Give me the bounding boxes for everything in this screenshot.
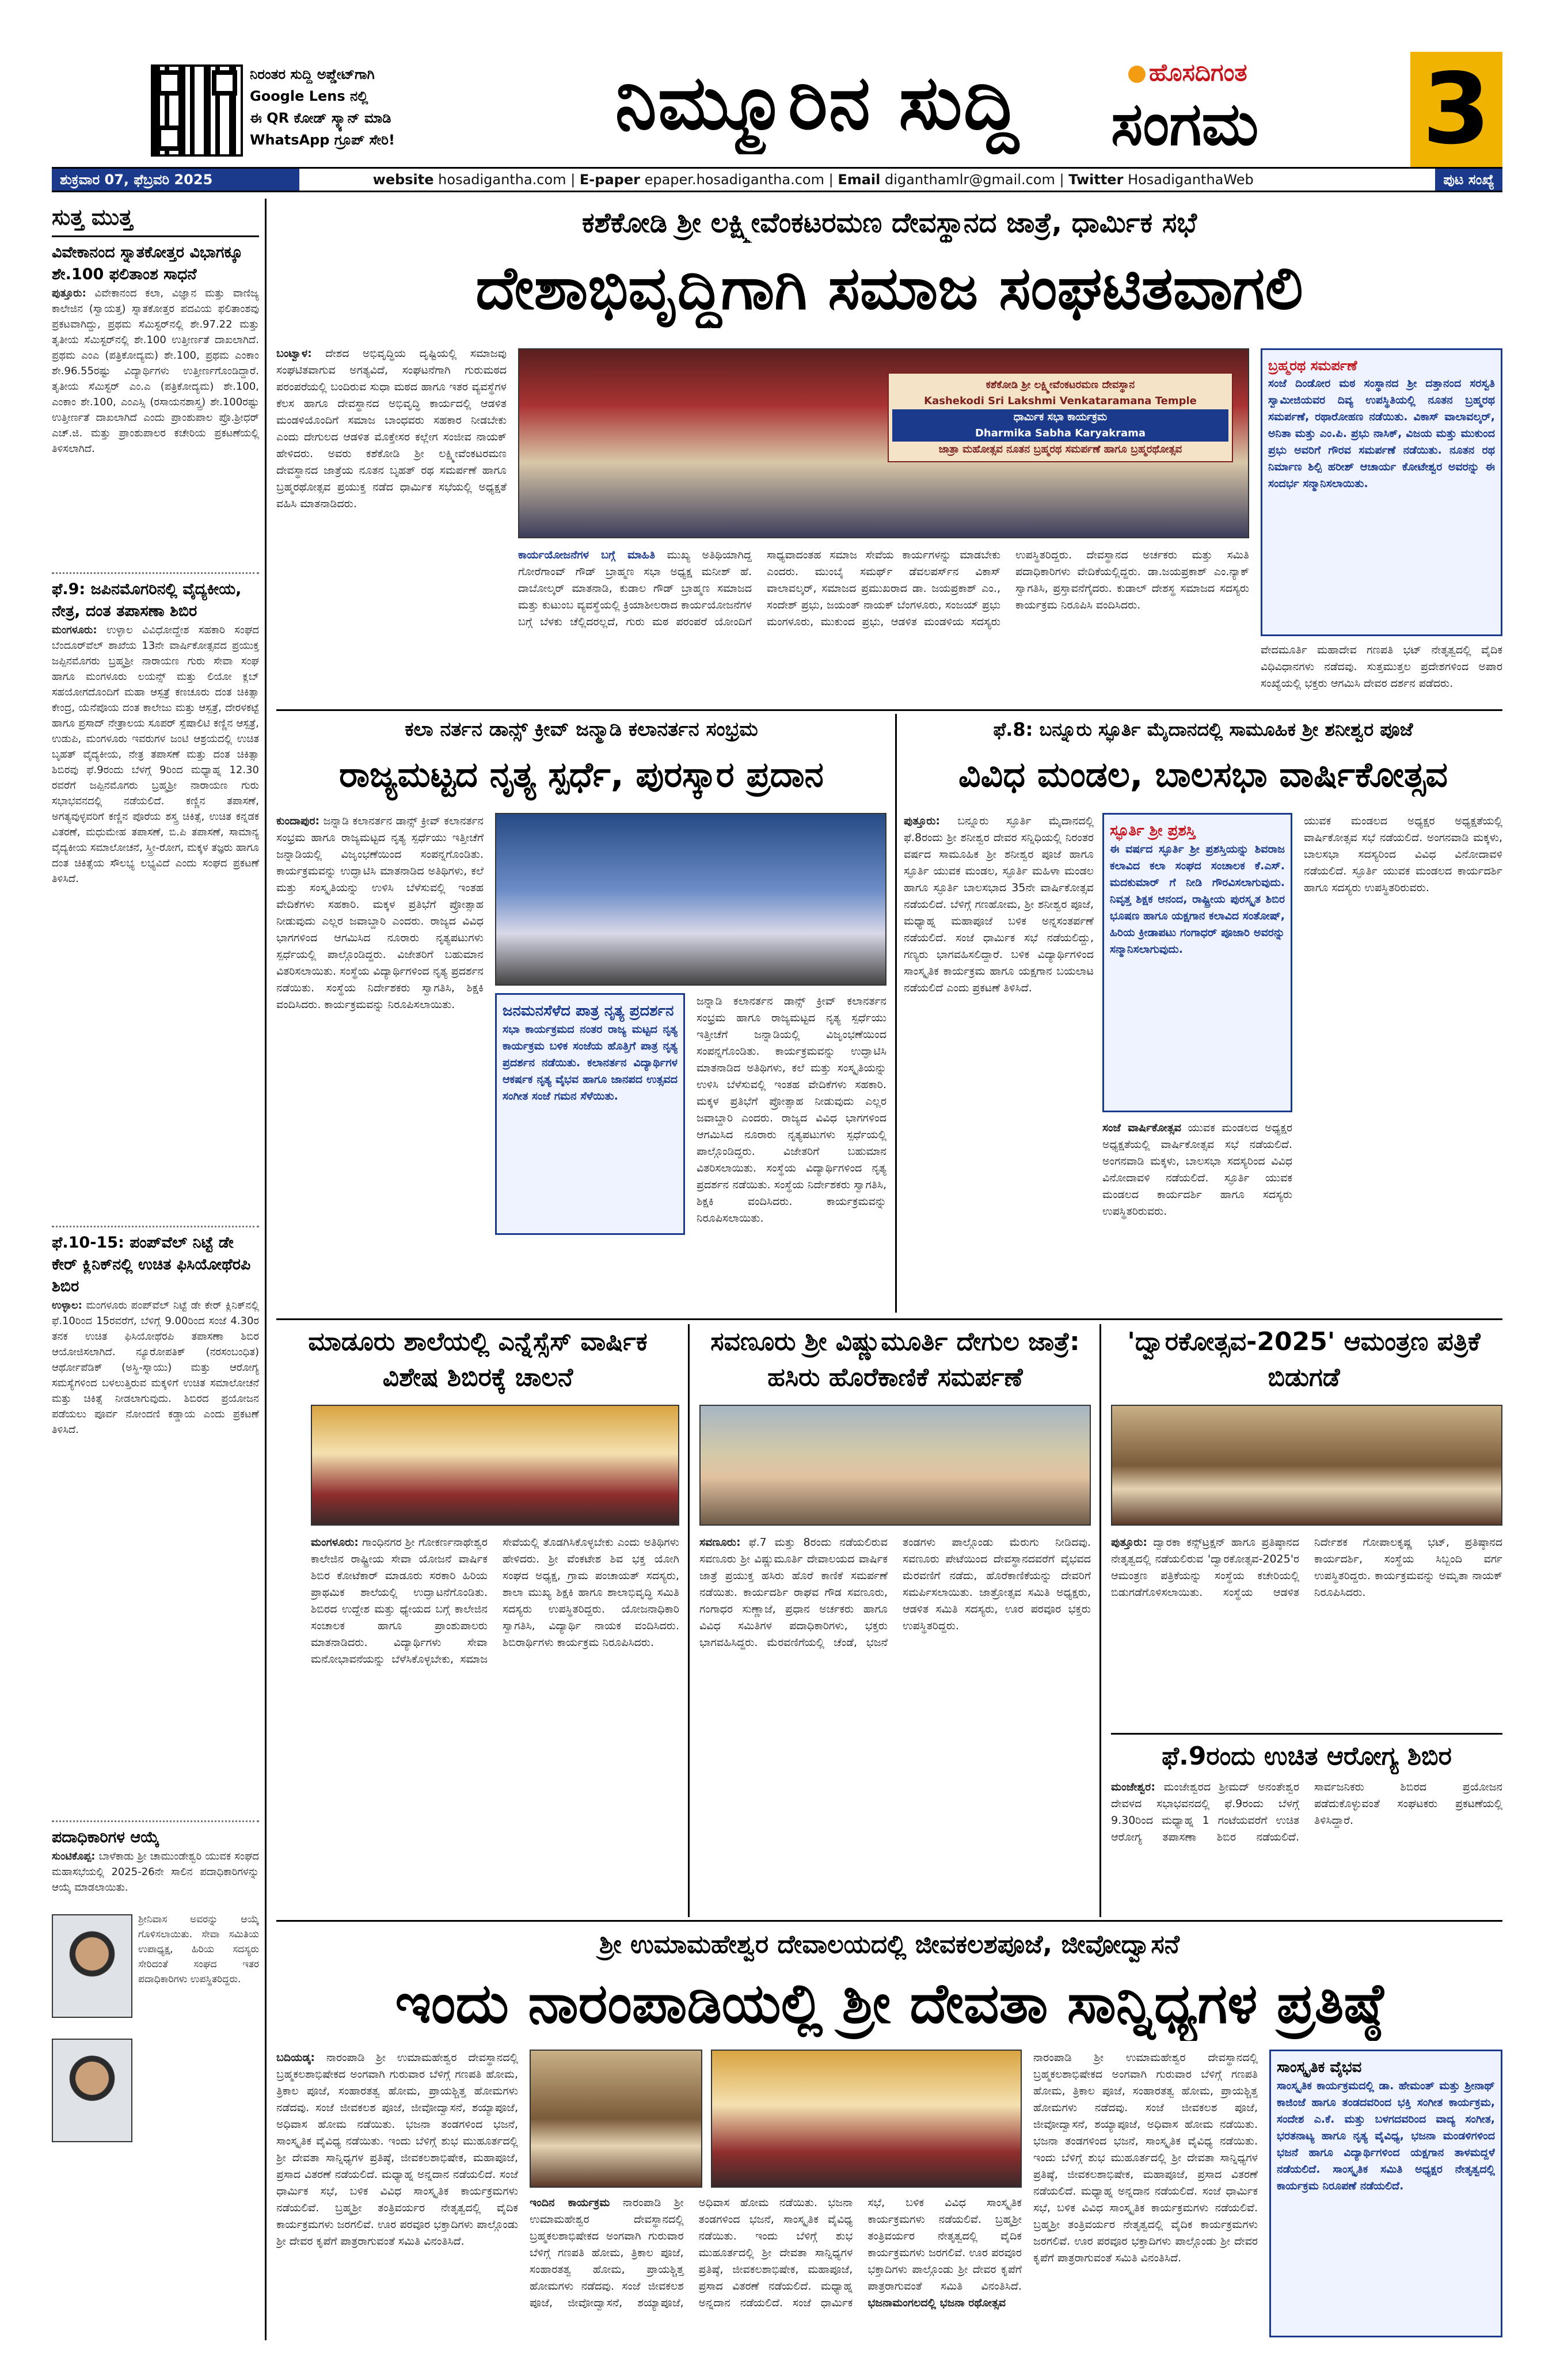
sidebar <box>52 199 259 2340</box>
sidebar-story-1-body: ವಿವೇಕಾನಂದ ಕಲಾ, ವಿಜ್ಞಾನ ಮತ್ತು ವಾಣಿಜ್ಯ ಕಾಲೇಜಿನ (ಸ್ವಾಯತ್ತ) ಸ್ನಾತಕೋತ್ತರ ಪದವಿಯ ಫಲಿತಾಂಶವು ಪ್ರಕಟವಾಗಿದ್ದು, ಪ್ರಥಮ ಸೆಮಿಸ್ಟರ್‌ನಲ್ಲಿ ಶೇ.97.22 ಮತ್ತು ತೃತೀಯ ಸೆಮಿಸ್ಟರ್‌ನಲ್ಲಿ ಶೇ.100 ಉತ್ತೀರ್ಣತೆ ದಾಖಲಾಗಿದೆ. ಪ್ರಥಮ ಎಂಎ (ಪತ್ರಿಕೋದ್ಯಮ) ಶೇ.100, ಪ್ರಥಮ ಎಂಕಾಂ ಶೇ.96.55ರಷ್ಟು ವಿದ್ಯಾರ್ಥಿಗಳು ಉತ್ತೀರ್ಣಗೊಂಡಿದ್ದಾರೆ. ತೃತೀಯ ಸೆಮಿಸ್ಟರ್ ಎಂ.ಎ (ಪತ್ರಿಕೋದ್ಯಮ) ಶೇ.100, ಎಂಕಾಂ ಶೇ.100, ಎಂಎಸ್ಸಿ (ರಸಾಯನಶಾಸ್ತ್ರ) ಶೇ.100ರಷ್ಟು ಉತ್ತೀರ್ಣತೆ ದಾಖಲಾಗಿದೆ ಎಂದು ಪ್ರಾಂಶುಪಾಲ ಪ್ರೊ.ಶ್ರೀಧರ್ ಎಚ್.ಜಿ. ಮತ್ತು ಪ್ರಾಂಶುಪಾಲರ ಕಚೇರಿಯ ಪ್ರಕಟಣೆಯಲ್ಲಿ ತಿಳಿಸಲಾಗಿದೆ. <box>52 287 259 455</box>
main-body-1: ದೇಶದ ಅಭಿವೃದ್ಧಿಯ ದೃಷ್ಟಿಯಲ್ಲಿ ಸಮಾಜವು ಸಂಘಟಿತವಾಗುವ ಅಗತ್ಯವಿದೆ, ಸಂಘಟನೆಗಾಗಿ ಗುರುಮಠದ ಪರಂಪರೆಯಲ್ಲಿ ಬಂದಿರುವ ಸುಧಾ ಮಠದ ಹಾಗೂ ಇತರ ವ್ಯವಸ್ಥೆಗಳ ಕೆಲಸ ಹಾಗೂ ದೇವಸ್ಥಾನದ ಅಭಿವೃದ್ಧಿ ಕಾರ್ಯದಲ್ಲಿ ಆಡಳಿತ ಮಂಡಳಿಯೊಂದಿಗೆ ಸಮಾಜ ಬಾಂಧವರು ಸಹಕಾರ ನೀಡಬೇಕು ಎಂದು ದೇಗುಲದ ಆಡಳಿತ ಮೊಕ್ತೇಸರ ಕಲ್ಲೇಗ ಸಂಜೀವ ನಾಯಕ್ ಹೇಳಿದರು. ಅವರು ಕಶೆಕೋಡಿ ಶ್ರೀ ಲಕ್ಷ್ಮೀವೆಂಕಟರಮಣ ದೇವಸ್ಥಾನದ ಜಾತ್ರೆಯ ನೂತನ ಬೃಹತ್ ರಥ ಸಮರ್ಪಣೆ ಹಾಗೂ ಬ್ರಹ್ಮರಥೋತ್ಸವ ಪ್ರಯುಕ್ತ ನಡೆದ ಧಾರ್ಮಿಕ ಸಭೆಯಲ್ಲಿ ಅಧ್ಯಕ್ಷತೆ ವಹಿಸಿ ಮಾತನಾಡಿದರು. <box>276 347 507 510</box>
shani-headline: ವಿವಿಧ ಮಂಡಲ, ಬಾಲಸಭಾ ವಾರ್ಷಿಕೋತ್ಸವ <box>958 755 1448 795</box>
sidebar-story-4-dateline: ಸುಂಟಿಕೊಪ್ಪ: <box>52 1850 96 1862</box>
dance-pull-title: ಜನಮನಸೆಳೆದ ಪಾತ್ರ ನೃತ್ಯ ಪ್ರದರ್ಶನ <box>503 1002 674 1020</box>
bottom-box-body: ಸಾಂಸ್ಕೃತಿಕ ಕಾರ್ಯಕ್ರಮದಲ್ಲಿ ಡಾ. ಹೇಮಂತ್ ಮತ್ತು ಶ್ರೀನಾಥ್ ಕಾಜಿಂಜೆ ಹಾಗೂ ತಂಡದವರಿಂದ ಭಕ್ತಿ ಸಂಗೀತ ಕಾರ್ಯಕ್ರಮ, ಸಂದೇಶ ಎ.ಕೆ. ಮತ್ತು ಬಳಗದವರಿಂದ ವಾದ್ಯ ಸಂಗೀತ, ಭರತನಾಟ್ಯ ಹಾಗೂ ನೃತ್ಯ ವೈವಿಧ್ಯ, ಭಜನಾ ಮಂಡಳಿಗಳಿಂದ ಭಜನೆ ಹಾಗೂ ವಿದ್ಯಾರ್ಥಿಗಳಿಂದ ಯಕ್ಷಗಾನ ತಾಳಮದ್ದಳೆ ನಡೆಯಲಿದೆ. ಸಾಂಸ್ಕೃತಿಕ ಸಮಿತಿ ಅಧ್ಯಕ್ಷರ ನೇತೃತ್ವದಲ್ಲಿ ಕಾರ್ಯಕ್ರಮ ನಿರೂಪಣೆ ನಡೆಯಲಿದೆ. <box>1277 2079 1495 2192</box>
nss-body-cols <box>311 1534 679 1914</box>
savanur-body-cols <box>699 1534 1091 1914</box>
main-sidebox-tail: ವೇದಮೂರ್ತಿ ಮಹಾದೇವ ಗಣಪತಿ ಭಟ್ ನೇತೃತ್ವದಲ್ಲಿ ವೈದಿಕ ವಿಧಿವಿಧಾನಗಳು ನಡೆದವು. ಸುತ್ತಮುತ್ತಲ ಪ್ರದೇಶಗಳಿಂದ ಅಪಾರ ಸಂಖ್ಯೆಯಲ್ಲಿ ಭಕ್ತರು ಆಗಮಿಸಿ ದೇವರ ದರ್ಶನ ಪಡೆದರು. <box>1261 644 1502 690</box>
section-rule <box>276 1920 1502 1922</box>
sidebar-story-4-body: ಬಾಳೆಕಾಡು ಶ್ರೀ ಚಾಮುಂಡೇಶ್ವರಿ ಯುವಕ ಸಂಘದ ಮಹಾಸಭೆಯಲ್ಲಿ 2025-26ನೇ ಸಾಲಿನ ಪದಾಧಿಕಾರಿಗಳನ್ನು ಆಯ್ಕೆ ಮಾಡಲಾಯಿತು. <box>52 1850 259 1894</box>
sidebar-story-3-body: ಮಂಗಳೂರು ಪಂಪ್‌ವೆಲ್ ನಿಟ್ಟೆ ಡೇ ಕೇರ್ ಕ್ಲಿನಿಕ್‌ನಲ್ಲಿ ಫೆ.10ರಿಂದ 15ರವರೆಗೆ, ಬೆಳಿಗ್ಗೆ 9.00ರಿಂದ ಸಂಜೆ 4.30ರ ತನಕ ಉಚಿತ ಫಿಸಿಯೋಥೆರಪಿ ತಪಾಸಣಾ ಶಿಬಿರ ಆಯೋಜಿಸಲಾಗಿದೆ. ನ್ಯೂರೋಪತಿಕ್ (ನರಸಂಬಂಧಿತ) ಆರ್ಥೋಪೆಡಿಕ್ (ಅಸ್ಥಿ-ಸ್ನಾಯು) ಮತ್ತು ಆರೋಗ್ಯ ಸಮಸ್ಯೆಗಳಿಂದ ಬಳಲುತ್ತಿರುವ ಮಕ್ಕಳಿಗೆ ಉಚಿತ ಸಮಾಲೋಚನೆ ಮತ್ತು ಚಿಕಿತ್ಸೆ ನೀಡಲಾಗುವುದು. ಶಿಬಿರದ ಪ್ರಯೋಜನ ಪಡೆಯಲು ಪೂರ್ವ ನೋಂದಣಿ ಕಡ್ಡಾಯ ಎಂದು ಪ್ರಕಟಣೆ ತಿಳಿಸಿದೆ. <box>52 1299 259 1436</box>
issue-date: ಶುಕ್ರವಾರ 07, ಫೆಬ್ರವರಿ 2025 <box>52 169 299 191</box>
section-rule <box>1111 1733 1502 1735</box>
sidebar-story-2-dateline: ಮಂಗಳೂರು: <box>52 624 97 636</box>
qr-line-2: Google Lens ನಲ್ಲಿ <box>250 88 368 104</box>
bottom-dateline: ಬದಿಯಡ್ಕ: <box>276 2051 315 2064</box>
health-body-cols <box>1111 1779 1502 1914</box>
bottom-subhead-2: ಭಜನಾಮಂಗಲದಲ್ಲಿ ಭಜನಾ ರಥೋತ್ಸವ <box>867 2297 1006 2309</box>
banner-line-1: ಕಶೆಕೋಡಿ ಶ್ರೀ ಲಕ್ಷ್ಮೀವೆಂಕಟರಮಣ ದೇವಸ್ಥಾನ <box>986 379 1135 391</box>
sidebar-story-4-caption: ಶ್ರೀನಿವಾಸ ಅವರನ್ನು ಆಯ್ಕೆ ಗೊಳಿಸಲಾಯಿತು. ಸೇವಾ ಸಮಿತಿಯ ಉಪಾಧ್ಯಕ್ಷ, ಹಿರಿಯ ಸದಸ್ಯರು ಸೇರಿದಂತೆ ಸಂಘದ ಇತರ ಪದಾಧಿಕಾರಿಗಳು ಉಪಸ್ಥಿತರಿದ್ದರು. <box>138 1914 259 1985</box>
sidebar-story-3-title: ಫೆ.10-15: ಪಂಪ್‌ವೆಲ್ ನಿಟ್ಟೆ ಡೇ ಕೇರ್ ಕ್ಲಿನಿಕ್‌ನಲ್ಲಿ ಉಚಿತ ಫಿಸಿಯೋಥೆರಪಿ ಶಿಬಿರ <box>52 1234 251 1295</box>
column-rule <box>265 199 267 2340</box>
bottom-box <box>1269 2050 1502 2337</box>
shani-body: ಬನ್ನೂರು ಸ್ಫೂರ್ತಿ ಮೈದಾನದಲ್ಲಿ ಫೆ.8ರಂದು ಶ್ರೀ ಶನೀಶ್ವರ ದೇವರ ಸನ್ನಿಧಿಯಲ್ಲಿ ನಿರಂತರ ವರ್ಷದ ಸಾಮೂಹಿಕ ಶ್ರೀ ಶನೀಶ್ವರ ಪೂಜೆ ಹಾಗೂ ಸ್ಫೂರ್ತಿ ಯುವಕ ಮಂಡಲ, ಸ್ಫೂರ್ತಿ ಮಹಿಳಾ ಮಂಡಲ ಹಾಗೂ ಸ್ಫೂರ್ತಿ ಬಾಲಸಭಾದ 35ನೇ ವಾರ್ಷಿಕೋತ್ಸವ ನಡೆಯಲಿದೆ. ಬೆಳಿಗ್ಗೆ ಗಣಹೋಮ, ಶ್ರೀ ಶನೀಶ್ವರ ಪೂಜೆ, ಮಧ್ಯಾಹ್ನ ಮಹಾಪೂಜೆ ಬಳಿಕ ಅನ್ನಸಂತರ್ಪಣೆ ನಡೆಯಲಿದೆ. ಸಂಜೆ ಧಾರ್ಮಿಕ ಸಭೆ ನಡೆಯಲಿದ್ದು, ಗಣ್ಯರು ಭಾಗವಹಿಸಲಿದ್ದಾರೆ. ಬಳಿಕ ವಿದ್ಯಾರ್ಥಿಗಳಿಂದ ಸಾಂಸ್ಕೃತಿಕ ಕಾರ್ಯಕ್ರಮ ಹಾಗೂ ಯಕ್ಷಗಾನ ಬಯಲಾಟ ನಡೆಯಲಿದೆ ಎಂದು ಪ್ರಕಟಣೆ ತಿಳಿಸಿದೆ. <box>904 815 1094 994</box>
dance-body: ಜನ್ನಾಡಿ ಕಲಾನರ್ತನ ಡಾನ್ಸ್ ಕ್ರೀವ್ ಕಲಾನರ್ತನ ಸಂಭ್ರಮ ಹಾಗೂ ರಾಜ್ಯಮಟ್ಟದ ನೃತ್ಯ ಸ್ಪರ್ಧೆಯು ಇತ್ತೀಚೆಗೆ ಜನ್ನಾಡಿಯಲ್ಲಿ ವಿಜೃಂಭಣೆಯಿಂದ ಸಂಪನ್ನಗೊಂಡಿತು. ಕಾರ್ಯಕ್ರಮವನ್ನು ಉದ್ಘಾಟಿಸಿ ಮಾತನಾಡಿದ ಅತಿಥಿಗಳು, ಕಲೆ ಮತ್ತು ಸಂಸ್ಕೃತಿಯನ್ನು ಉಳಿಸಿ ಬೆಳೆಸುವಲ್ಲಿ ಇಂತಹ ವೇದಿಕೆಗಳು ಸಹಕಾರಿ. ಮಕ್ಕಳ ಪ್ರತಿಭೆಗೆ ಪ್ರೋತ್ಸಾಹ ನೀಡುವುದು ಎಲ್ಲರ ಜವಾಬ್ದಾರಿ ಎಂದರು. ರಾಜ್ಯದ ವಿವಿಧ ಭಾಗಗಳಿಂದ ಆಗಮಿಸಿದ ನೂರಾರು ನೃತ್ಯಪಟುಗಳು ಸ್ಪರ್ಧೆಯಲ್ಲಿ ಪಾಲ್ಗೊಂಡಿದ್ದರು. ವಿಜೇತರಿಗೆ ಬಹುಮಾನ ವಿತರಿಸಲಾಯಿತು. ಸಂಸ್ಥೆಯ ವಿದ್ಯಾರ್ಥಿಗಳಿಂದ ನೃತ್ಯ ಪ್ರದರ್ಶನ ನಡೆಯಿತು. ಸಂಸ್ಥೆಯ ನಿರ್ದೇಶಕರು ಸ್ವಾಗತಿಸಿ, ಶಿಕ್ಷಕಿ ವಂದಿಸಿದರು. ಕಾರ್ಯಕ್ರಮವನ್ನು ನಿರೂಪಿಸಲಾಯಿತು. <box>276 815 484 1011</box>
qr-line-3: ಈ QR ಕೋಡ್ ಸ್ಕ್ಯಾನ್ ಮಾಡಿ <box>250 110 391 126</box>
banner-line-2: Kashekodi Sri Lakshmi Venkataramana Temple <box>924 395 1197 407</box>
nss-body: ಗಾಂಧಿನಗರ ಶ್ರೀ ಗೋಕರ್ಣನಾಥೇಶ್ವರ ಕಾಲೇಜಿನ ರಾಷ್ಟ್ರೀಯ ಸೇವಾ ಯೋಜನೆ ವಾರ್ಷಿಕ ಶಿಬಿರ ಕೋಟೆಕಾರ್ ಮಾಡೂರು ಸರಕಾರಿ ಹಿರಿಯ ಪ್ರಾಥಮಿಕ ಶಾಲೆಯಲ್ಲಿ ಉದ್ಘಾಟನೆಗೊಂಡಿತು. ಶಿಬಿರದ ಉದ್ದೇಶ ಮತ್ತು ಧ್ಯೇಯದ ಬಗ್ಗೆ ಕಾಲೇಜಿನ ಸಂಚಾಲಕ ಹಾಗೂ ಪ್ರಾಂಶುಪಾಲರು ಮಾತನಾಡಿದರು. ವಿದ್ಯಾರ್ಥಿಗಳು ಸೇವಾ ಮನೋಭಾವನೆಯನ್ನು ಬೆಳೆಸಿಕೊಳ್ಳಬೇಕು, ಸಮಾಜ ಸೇವೆಯಲ್ಲಿ ತೊಡಗಿಸಿಕೊಳ್ಳಬೇಕು ಎಂದು ಅತಿಥಿಗಳು ಹೇಳಿದರು. ಶ್ರೀ ವೆಂಕಟೇಶ ಶಿವ ಭಕ್ತ ಯೋಗಿ ಸಂಘದ ಅಧ್ಯಕ್ಷ, ಗ್ರಾಮ ಪಂಚಾಯತ್ ಸದಸ್ಯರು, ಶಾಲಾ ಮುಖ್ಯ ಶಿಕ್ಷಕಿ ಹಾಗೂ ಶಾಲಾಭಿವೃದ್ಧಿ ಸಮಿತಿ ಸದಸ್ಯರು ಉಪಸ್ಥಿತರಿದ್ದರು. ಯೋಜನಾಧಿಕಾರಿ ಸ್ವಾಗತಿಸಿ, ವಿದ್ಯಾರ್ಥಿ ನಾಯಕ ವಂದಿಸಿದರು. ಶಿಬಿರಾರ್ಥಿಗಳು ಕಾರ್ಯಕ್ರಮ ನಿರೂಪಿಸಿದರು. <box>311 1536 679 1666</box>
brand-sun-icon <box>1128 66 1146 83</box>
shani-box-body: ಈ ವರ್ಷದ ಸ್ಫೂರ್ತಿ ಶ್ರೀ ಪ್ರಶಸ್ತಿಯನ್ನು ಶಿವರಾಜ ಕಲಾವಿದ ಕಲಾ ಸಂಘದ ಸಂಚಾಲಕ ಕೆ.ಎಸ್. ಮದಕುಮಾರ್ ಗೆ ನೀಡಿ ಗೌರವಿಸಲಾಗುವುದು. ನಿವೃತ್ತ ಶಿಕ್ಷಕ ಆನಂದ, ರಾಷ್ಟ್ರೀಯ ಪುರಸ್ಕೃತ ಶಿಬಿರ ಭೂಷಣ ಹಾಗೂ ಯಕ್ಷಗಾನ ಕಲಾವಿದ ಸಂತೋಷ್, ಹಿರಿಯ ಕ್ರೀಡಾಪಟು ಗಂಗಾಧರ್ ಪೂಜಾರಿ ಅವರನ್ನು ಸನ್ಮಾನಿಸಲಾಗುವುದು. <box>1110 843 1285 956</box>
qr-line-4: WhatsApp ಗ್ರೂಪ್ ಸೇರಿ! <box>250 132 395 148</box>
dwaraka-photo <box>1111 1405 1502 1526</box>
shani-box <box>1102 813 1292 1112</box>
bottom-body: ನಾರಂಪಾಡಿ ಶ್ರೀ ಉಮಾಮಹೇಶ್ವರ ದೇವಸ್ಥಾನದಲ್ಲಿ ಬ್ರಹ್ಮಕಲಶಾಭಿಷೇಕದ ಅಂಗವಾಗಿ ಗುರುವಾರ ಬೆಳಿಗ್ಗೆ ಗಣಪತಿ ಹೋಮ, ತ್ರಿಕಾಲ ಪೂಜೆ, ಸಂಹಾರತತ್ವ ಹೋಮ, ಪ್ರಾಯಶ್ಚಿತ್ತ ಹೋಮಗಳು ನಡೆದವು. ಸಂಜೆ ಜೀವಕಲಶ ಪೂಜೆ, ಜೀವೋದ್ವಾಸನೆ, ಶಯ್ಯಾಪೂಜೆ, ಅಧಿವಾಸ ಹೋಮ ನಡೆಯಿತು. ಭಜನಾ ತಂಡಗಳಿಂದ ಭಜನೆ, ಸಾಂಸ್ಕೃತಿಕ ವೈವಿಧ್ಯ ನಡೆಯಿತು. ಇಂದು ಬೆಳಿಗ್ಗೆ ಶುಭ ಮುಹೂರ್ತದಲ್ಲಿ ಶ್ರೀ ದೇವತಾ ಸಾನ್ನಿಧ್ಯಗಳ ಪ್ರತಿಷ್ಠೆ, ಜೀವಕಲಶಾಭಿಷೇಕ, ಮಹಾಪೂಜೆ, ಪ್ರಸಾದ ವಿತರಣೆ ನಡೆಯಲಿದೆ. ಮಧ್ಯಾಹ್ನ ಅನ್ನದಾನ ನಡೆಯಲಿದೆ. ಸಂಜೆ ಧಾರ್ಮಿಕ ಸಭೆ, ಬಳಿಕ ವಿವಿಧ ಸಾಂಸ್ಕೃತಿಕ ಕಾರ್ಯಕ್ರಮಗಳು ನಡೆಯಲಿವೆ. ಬ್ರಹ್ಮಶ್ರೀ ತಂತ್ರಿವರ್ಯರ ನೇತೃತ್ವದಲ್ಲಿ ವೈದಿಕ ಕಾರ್ಯಕ್ರಮಗಳು ಜರಗಲಿವೆ. ಊರ ಪರವೂರ ಭಕ್ತಾದಿಗಳು ಪಾಲ್ಗೊಂಡು ಶ್ರೀ ದೇವರ ಕೃಪೆಗೆ ಪಾತ್ರರಾಗುವಂತೆ ಸಮಿತಿ ವಿನಂತಿಸಿದೆ. <box>276 2051 518 2248</box>
banner-line-3: ಧಾರ್ಮಿಕ ಸಭಾ ಕಾರ್ಯಕ್ರಮ <box>892 409 1228 425</box>
dance-headline: ರಾಜ್ಯಮಟ್ಟದ ನೃತ್ಯ ಸ್ಪರ್ಧೆ, ಪುರಸ್ಕಾರ ಪ್ರದಾನ <box>339 755 824 795</box>
divider <box>52 572 259 574</box>
column-rule <box>1099 1324 1101 1917</box>
qr-instructions <box>250 63 469 151</box>
page-label: ಪುಟ ಸಂಖ್ಯೆ <box>1435 169 1502 191</box>
main-sidebox-body: ಸಂಜೆ ದಿಂಡೋರ ಮಠ ಸಂಸ್ಥಾನದ ಶ್ರೀ ದತ್ತಾನಂದ ಸರಸ್ವತಿ ಸ್ವಾಮೀಜಿಯವರ ದಿವ್ಯ ಉಪಸ್ಥಿತಿಯಲ್ಲಿ ನೂತನ ಬ್ರಹ್ಮರಥ ಸಮರ್ಪಣೆ, ರಥಾರೋಹಣ ನಡೆಯಿತು. ವಿಕಾಸ್ ವಾಲಾವಲ್ಕರ್, ಅನಿತಾ ಮತ್ತು ಎಂ.ಪಿ. ಪ್ರಭು ನಾಸಿಕ್, ವಿಜಯ ಮತ್ತು ಮುಕುಂದ ಪ್ರಭು ಅವರಿಗೆ ಗೌರವ ಸಮರ್ಪಣೆ ನಡೆಯಿತು. ನೂತನ ರಥ ನಿರ್ಮಾಣ ಶಿಲ್ಪಿ ಹರೀಶ್ ಆಚಾರ್ಯ ಕೋಟೇಶ್ವರ ಅವರನ್ನು ಈ ಸಂದರ್ಭ ಸನ್ಮಾನಿಸಲಾಯಿತು. <box>1268 377 1495 490</box>
shani-box-title: ಸ್ಫೂರ್ತಿ ಶ್ರೀ ಪ್ರಶಸ್ತಿ <box>1110 822 1196 839</box>
section-rule <box>276 1318 1502 1320</box>
section-title: ಸಂಗಮ <box>1111 89 1259 159</box>
dance-col-1 <box>276 813 484 1314</box>
main-photo <box>518 348 1249 538</box>
page-number: 3 <box>1410 52 1502 167</box>
bottom-col-1 <box>276 2050 518 2337</box>
twitter-label: Twitter <box>1068 172 1124 188</box>
masthead-title: ನಿಮ್ಮೂರಿನ ಸುದ್ದಿ <box>615 59 1020 146</box>
portrait-photo-1 <box>52 1914 132 2018</box>
health-body: ಮಂಜೇಶ್ವರದ ಶ್ರೀಮದ್ ಅನಂತೇಶ್ವರ ದೇವಳದ ಸಭಾಭವನದಲ್ಲಿ ಫೆ.9ರಂದು ಬೆಳಗ್ಗೆ 9.30ರಿಂದ ಮಧ್ಯಾಹ್ನ 1 ಗಂಟೆಯವರೆಗೆ ಉಚಿತ ಆರೋಗ್ಯ ತಪಾಸಣಾ ಶಿಬಿರ ನಡೆಯಲಿದೆ. ಸಾರ್ವಜನಿಕರು ಶಿಬಿರದ ಪ್ರಯೋಜನ ಪಡೆದುಕೊಳ್ಳುವಂತೆ ಸಂಘಟಕರು ಪ್ರಕಟಣೆಯಲ್ಲಿ ತಿಳಿಸಿದ್ದಾರೆ. <box>1111 1781 1502 1843</box>
website-link[interactable]: hosadigantha.com <box>438 172 566 188</box>
nss-headline: ಮಾಡೂರು ಶಾಲೆಯಲ್ಲಿ ಎನ್ನೆಸ್ಸೆಸ್ ವಾರ್ಷಿಕ ವಿಶೇಷ ಶಿಬಿರಕ್ಕೆ ಚಾಲನೆ <box>308 1327 648 1392</box>
health-headline: ಫೆ.9ರಂದು ಉಚಿತ ಆರೋಗ್ಯ ಶಿಬಿರ <box>1162 1742 1452 1771</box>
bottom-cols <box>530 2195 1022 2339</box>
dance-pullbox <box>495 993 685 1235</box>
sidebar-story-1-dateline: ಪುತ್ತೂರು: <box>52 287 86 299</box>
website-label: website <box>372 172 434 188</box>
savanur-body: ಫೆ.7 ಮತ್ತು 8ರಂದು ನಡೆಯಲಿರುವ ಸವಣೂರು ಶ್ರೀ ವಿಷ್ಣುಮೂರ್ತಿ ದೇವಾಲಯದ ವಾರ್ಷಿಕ ಜಾತ್ರೆ ಪ್ರಯುಕ್ತ ಹಸಿರು ಹೊರೆ ಕಾಣಿಕೆ ಸಮರ್ಪಣೆ ನಡೆಯಿತು. ಕಾರ್ಯದರ್ಶಿ ರಾಘವ ಗೌಡ ಸವಣೂರು, ಗಂಗಾಧರ ಸುಣ್ಣಾಜೆ, ಪ್ರಧಾನ ಅರ್ಚಕರು ಹಾಗೂ ವಿವಿಧ ಸಮಿತಿಗಳ ಪದಾಧಿಕಾರಿಗಳು, ಭಕ್ತರು ಭಾಗವಹಿಸಿದ್ದರು. ಮೆರವಣಿಗೆಯಲ್ಲಿ ಚೆಂಡೆ, ಭಜನೆ ತಂಡಗಳು ಪಾಲ್ಗೊಂಡು ಮೆರುಗು ನೀಡಿದವು. ಸವಣೂರು ಪೇಟೆಯಿಂದ ದೇವಸ್ಥಾನದವರೆಗೆ ವೈಭವದ ಮೆರವಣಿಗೆ ನಡೆದು, ಹೊರೆಕಾಣಿಕೆಯನ್ನು ದೇವರಿಗೆ ಸಮರ್ಪಿಸಲಾಯಿತು. ಜಾತ್ರೋತ್ಸವ ಸಮಿತಿ ಅಧ್ಯಕ್ಷರು, ಆಡಳಿತ ಸಮಿತಿ ಸದಸ್ಯರು, ಊರ ಪರವೂರ ಭಕ್ತರು ಉಪಸ್ಥಿತರಿದ್ದರು. <box>699 1536 1091 1649</box>
shani-dateline: ಪುತ್ತೂರು: <box>904 815 940 827</box>
shani-kicker: ಫೆ.8: ಬನ್ನೂರು ಸ್ಫೂರ್ತಿ ಮೈದಾನದಲ್ಲಿ ಸಾಮೂಹಿಕ ಶ್ರೀ ಶನೀಶ್ವರ ಪೂಜೆ <box>993 718 1413 740</box>
brand-logo <box>1128 55 1324 90</box>
section-rule <box>276 709 1502 711</box>
epaper-label: E-paper <box>579 172 640 188</box>
nss-photo <box>311 1405 679 1526</box>
twitter-link[interactable]: HosadiganthaWeb <box>1128 172 1254 188</box>
dwaraka-body-cols <box>1111 1534 1502 1730</box>
banner-line-5: ಜಾತ್ರಾ ಮಹೋತ್ಸವ ನೂತನ ಬ್ರಹ್ಮರಥ ಸಮರ್ಪಣೆ ಹಾಗೂ ಬ್ರಹ್ಮರಥೋತ್ಸವ <box>938 443 1182 455</box>
dance-pull-body: ಸಭಾ ಕಾರ್ಯಕ್ರಮದ ನಂತರ ರಾಜ್ಯ ಮಟ್ಟದ ನೃತ್ಯ ಕಾರ್ಯಕ್ರಮ ಬಳಿಕ ಸಂಜೆಯ ಹೊತ್ತಿಗೆ ಪಾತ್ರ ನೃತ್ಯ ಪ್ರದರ್ಶನ ನಡೆಯಿತು. ಕಲಾನರ್ತನ ವಿದ್ಯಾರ್ಥಿಗಳ ಆಕರ್ಷಕ ನೃತ್ಯ ವೈಭವ ಹಾಗೂ ಜಾನಪದ ಉತ್ಸವದ ಸಂಗೀತ ಸಂಜೆ ಗಮನ ಸೆಳೆಯಿತು. <box>503 1023 678 1102</box>
divider <box>52 1820 259 1822</box>
main-story-col-1 <box>276 345 507 702</box>
health-dateline: ಮಂಜೇಶ್ವರ: <box>1111 1781 1155 1793</box>
main-subhead: ಕಾರ್ಯಯೋಜನೆಗಳ ಬಗ್ಗೆ ಮಾಹಿತಿ <box>518 549 656 561</box>
bottom-headline: ಇಂದು ನಾರಂಪಾಡಿಯಲ್ಲಿ ಶ್ರೀ ದೇವತಾ ಸಾನ್ನಿಧ್ಯಗಳ ಪ್ರತಿಷ್ಠೆ <box>395 1971 1384 2036</box>
savanur-headline: ಸವಣೂರು ಶ್ರೀ ವಿಷ್ಣುಮೂರ್ತಿ ದೇಗುಲ ಜಾತ್ರೆ: ಹಸಿರು ಹೊರೆಕಾಣಿಕೆ ಸಮರ್ಪಣೆ <box>710 1327 1080 1392</box>
main-kicker: ಕಶೆಕೋಡಿ ಶ್ರೀ ಲಕ್ಷ್ಮೀವೆಂಕಟರಮಣ ದೇವಸ್ಥಾನದ ಜಾತ್ರೆ, ಧಾರ್ಮಿಕ ಸಭೆ <box>581 207 1197 239</box>
main-sidebox <box>1261 348 1502 636</box>
shani-col-2b <box>1102 1120 1292 1313</box>
divider <box>52 1226 259 1227</box>
shani-subhead: ಸಂಜೆ ವಾರ್ಷಿಕೋತ್ಸವ <box>1102 1121 1181 1134</box>
main-body-2: ಮುಖ್ಯ ಅತಿಥಿಯಾಗಿದ್ದ ಗೋರೆಗಾಂವ್ ಗೌಡ್ ಬ್ರಾಹ್ಮಣ ಸಭಾ ಅಧ್ಯಕ್ಷ ಮನೀಶ್ ಹೆ. ದಾಬೋಲ್ಕರ್ ಮಾತನಾಡಿ, ಕುಡಾಲ ಗೌಡ್ ಬ್ರಾಹ್ಮಣ ಸಮಾಜದ ಮತ್ತು ಕುಟುಂಬ ವ್ಯವಸ್ಥೆಯಲ್ಲಿ ಕ್ರಿಯಾಶೀಲರಾದ ಕಾರ್ಯಯೋಜನೆಗಳ ಬಗ್ಗೆ ಬೆಳಕು ಚೆಲ್ಲಿದರಲ್ಲದೆ, ಗುರು ಮಠ ಪರಂಪರೆ ಯೋಂದಿಗೆ ಸಾಧ್ಯವಾದಂತಹ ಸಮಾಜ ಸೇವೆಯ ಕಾರ್ಯಗಳನ್ನು ಮಾಡಬೇಕು ಎಂದರು. ಮುಂಬೈ ಸಮರ್ಥ್ ಡೆವಲಪರ್ಸ್‌ನ ವಿಕಾಸ್ ವಾಲಾವಲ್ಕರ್, ಸಮಾಜದ ಪ್ರಮುಖರಾದ ಡಾ. ಜಯಪ್ರಕಾಶ್ ಎಂ., ಸಂದೇಶ್ ಪ್ರಭು, ಜಯಂತ್ ನಾಯಕ್ ಬೆಂಗಳೂರು, ಸಂಜಯ್ ಪ್ರಭು ಮಂಗಳೂರು, ಮುಕುಂದ ಪ್ರಭು, ಆಡಳಿತ ಮಂಡಳಿಯ ಸದಸ್ಯರು ಉಪಸ್ಥಿತರಿದ್ದರು. ದೇವಸ್ಥಾನದ ಅರ್ಚಕರು ಮತ್ತು ಸಮಿತಿ ಪದಾಧಿಕಾರಿಗಳು ವೇದಿಕೆಯಲ್ಲಿದ್ದರು. ಡಾ.ಜಯಪ್ರಕಾಶ್ ಎಂ.ನ್ಯಾಕ್ ಸ್ವಾಗತಿಸಿ, ಪ್ರಸ್ತಾವನೆಗೈದರು. ಕುಡಾಲ್ ದೇಶಸ್ಥ ಸಮಾಜದ ಸದಸ್ಯರು ಕಾರ್ಯಕ್ರಮ ನಿರೂಪಿಸಿ ವಂದಿಸಿದರು. <box>518 549 1249 628</box>
sidebar-story-2-body: ಉಳ್ಳಾಲ ವಿವಿಧೋದ್ದೇಶ ಸಹಕಾರಿ ಸಂಘದ ಬೆಂದೂರ್‌ವೆಲ್ ಶಾಖೆಯ 13ನೇ ವಾರ್ಷಿಕೋತ್ಸವದ ಪ್ರಯುಕ್ತ ಜಪ್ಪಿನಮೊಗರು ಬ್ರಹ್ಮಶ್ರೀ ನಾರಾಯಣ ಗುರು ಸೇವಾ ಸಂಘ ಹಾಗೂ ಮಂಗಳೂರು ಲಯನ್ಸ್ ಮತ್ತು ಲಿಯೋ ಕ್ಲಬ್ ಸಹಯೋಗದೊಂದಿಗೆ ಮಹಾ ಆಸ್ಪತ್ರೆ ಕಣಚೂರು ದಂತ ಚಿಕಿತ್ಸಾ ಕೇಂದ್ರ, ಯೆನೆಪೊಯ ದಂತ ಕಾಲೇಜು ಮತ್ತು ಆಸ್ಪತ್ರೆ, ದೇರಳಕಟ್ಟೆ ಹಾಗೂ ಪ್ರಸಾದ್ ನೇತ್ರಾಲಯ ಸೂಪರ್ ಸ್ಪೆಷಾಲಿಟಿ ಕಣ್ಣಿನ ಆಸ್ಪತ್ರೆ, ಉಡುಪಿ, ಮಂಗಳೂರು ಇವರುಗಳ ಜಂಟಿ ಆಶ್ರಯದಲ್ಲಿ ಉಚಿತ ಬೃಹತ್ ವೈದ್ಯಕೀಯ, ನೇತ್ರ ತಪಾಸಣೆ ಮತ್ತು ದಂತ ಚಿಕಿತ್ಸಾ ಶಿಬಿರವು ಫೆ.9ರಂದು ಬೆಳಗ್ಗೆ 9ರಿಂದ ಮಧ್ಯಾಹ್ನ 12.30 ರವರೆಗೆ ಜಪ್ಪಿನಮೊಗರು ಬ್ರಹ್ಮಶ್ರೀ ನಾರಾಯಣ ಗುರು ಸಭಾಭವನದಲ್ಲಿ ನಡೆಯಲಿದೆ. ಕಣ್ಣಿನ ತಪಾಸಣೆ, ಅಗತ್ಯವುಳ್ಳವರಿಗೆ ಕಣ್ಣಿನ ಪೊರೆಯ ಶಸ್ತ್ರ ಚಿಕಿತ್ಸೆ, ಉಚಿತ ಕನ್ನಡಕ ವಿತರಣೆ, ಮಧುಮೇಹ ತಪಾಸಣೆ, ಬಿ.ಪಿ ತಪಾಸಣೆ, ಸಾಮಾನ್ಯ ವೈದ್ಯಕೀಯ ಸಮಾಲೋಚನೆ, ಸ್ತ್ರೀ-ರೋಗ, ಮಕ್ಕಳ ತಜ್ಞರು ಹಾಗೂ ದಂತ ಚಿಕಿತ್ಸೆಯ ಸೌಲಭ್ಯ ಲಭ್ಯವಿದೆ ಎಂದು ಸಂಘದ ಪ್ರಕಟಣೆ ತಿಳಿಸಿದೆ. <box>52 624 259 885</box>
dance-photo <box>495 813 886 986</box>
email-label: Email <box>838 172 881 188</box>
bottom-subhead: ಇಂದಿನ ಕಾರ್ಯಕ್ರಮ <box>530 2196 610 2209</box>
main-story-cols <box>518 547 1249 704</box>
qr-code[interactable] <box>151 64 243 157</box>
brand-name: ಹೊಸದಿಗಂತ <box>1149 58 1247 86</box>
main-dateline: ಬಂಟ್ವಾಳ: <box>276 347 312 360</box>
email-link[interactable]: diganthamlr@gmail.com <box>885 172 1055 188</box>
column-rule <box>895 714 897 1313</box>
dwaraka-body: ದ್ವಾರಕಾ ಕನ್ಸ್‌ಟ್ರಕ್ಷನ್ ಹಾಗೂ ಪ್ರತಿಷ್ಠಾನದ ನೇತೃತ್ವದಲ್ಲಿ ನಡೆಯಲಿರುವ 'ದ್ವಾರಕೋತ್ಸವ-2025'ರ ಆಮಂತ್ರಣ ಪತ್ರಿಕೆಯನ್ನು ಸಂಸ್ಥೆಯ ಕಚೇರಿಯಲ್ಲಿ ಬಿಡುಗಡೆಗೊಳಿಸಲಾಯಿತು. ಸಂಸ್ಥೆಯ ಆಡಳಿತ ನಿರ್ದೇಶಕ ಗೋಪಾಲಕೃಷ್ಣ ಭಟ್, ಪ್ರತಿಷ್ಠಾನದ ಕಾರ್ಯದರ್ಶಿ, ಸಂಸ್ಥೆಯ ಸಿಬ್ಬಂದಿ ವರ್ಗ ಉಪಸ್ಥಿತರಿದ್ದರು. ಕಾರ್ಯಕ್ರಮವನ್ನು ಅಮೃತಾ ನಾಯಕ್ ನಿರೂಪಿಸಿದರು. <box>1111 1536 1502 1599</box>
portrait-photo-2 <box>52 2039 132 2142</box>
savanur-dateline: ಸವಣೂರು: <box>699 1536 741 1549</box>
column-rule <box>688 1324 690 1917</box>
stage-banner <box>888 372 1233 462</box>
qr-line-1: ನಿರಂತರ ಸುದ್ದಿ ಅಪ್ಡೇಟ್‌ಗಾಗಿ <box>250 66 375 82</box>
sidebar-story-1-title: ವಿವೇಕಾನಂದ ಸ್ನಾತಕೋತ್ತರ ವಿಭಾಗಕ್ಕೂ ಶೇ.100 ಫಲಿತಾಂಶ ಸಾಧನೆ <box>52 244 243 283</box>
bottom-photo-2 <box>711 2050 1022 2188</box>
sidebar-story-4-title: ಪದಾಧಿಕಾರಿಗಳ ಆಯ್ಕೆ <box>52 1828 159 1846</box>
savanur-photo <box>699 1405 1091 1526</box>
nss-dateline: ಮಂಗಳೂರು: <box>311 1536 359 1549</box>
dwaraka-headline: 'ದ್ವಾರಕೋತ್ಸವ-2025' ಆಮಂತ್ರಣ ಪತ್ರಿಕೆ ಬಿಡುಗಡೆ <box>1127 1327 1481 1392</box>
epaper-link[interactable]: epaper.hosadigantha.com <box>644 172 824 188</box>
banner-line-4: Dharmika Sabha Karyakrama <box>892 425 1228 442</box>
bottom-kicker: ಶ್ರೀ ಉಮಾಮಹೇಶ್ವರ ದೇವಾಲಯದಲ್ಲಿ ಜೀವಕಲಶಪೂಜೆ, ಜೀವೋದ್ವಾಸನೆ <box>599 1930 1179 1959</box>
bottom-photo-1 <box>530 2050 702 2188</box>
sidebar-brand: ಸುತ್ತ ಮುತ್ತ <box>52 199 259 237</box>
dwaraka-dateline: ಪುತ್ತೂರು: <box>1111 1536 1147 1549</box>
dance-col-3: ಜನ್ನಾಡಿ ಕಲಾನರ್ತನ ಡಾನ್ಸ್ ಕ್ರೀವ್ ಕಲಾನರ್ತನ ಸಂಭ್ರಮ ಹಾಗೂ ರಾಜ್ಯಮಟ್ಟದ ನೃತ್ಯ ಸ್ಪರ್ಧೆಯು ಇತ್ತೀಚೆಗೆ ಜನ್ನಾಡಿಯಲ್ಲಿ ವಿಜೃಂಭಣೆಯಿಂದ ಸಂಪನ್ನಗೊಂಡಿತು. ಕಾರ್ಯಕ್ರಮವನ್ನು ಉದ್ಘಾಟಿಸಿ ಮಾತನಾಡಿದ ಅತಿಥಿಗಳು, ಕಲೆ ಮತ್ತು ಸಂಸ್ಕೃತಿಯನ್ನು ಉಳಿಸಿ ಬೆಳೆಸುವಲ್ಲಿ ಇಂತಹ ವೇದಿಕೆಗಳು ಸಹಕಾರಿ. ಮಕ್ಕಳ ಪ್ರತಿಭೆಗೆ ಪ್ರೋತ್ಸಾಹ ನೀಡುವುದು ಎಲ್ಲರ ಜವಾಬ್ದಾರಿ ಎಂದರು. ರಾಜ್ಯದ ವಿವಿಧ ಭಾಗಗಳಿಂದ ಆಗಮಿಸಿದ ನೂರಾರು ನೃತ್ಯಪಟುಗಳು ಸ್ಪರ್ಧೆಯಲ್ಲಿ ಪಾಲ್ಗೊಂಡಿದ್ದರು. ವಿಜೇತರಿಗೆ ಬಹುಮಾನ ವಿತರಿಸಲಾಯಿತು. ಸಂಸ್ಥೆಯ ವಿದ್ಯಾರ್ಥಿಗಳಿಂದ ನೃತ್ಯ ಪ್ರದರ್ಶನ ನಡೆಯಿತು. ಸಂಸ್ಥೆಯ ನಿರ್ದೇಶಕರು ಸ್ವಾಗತಿಸಿ, ಶಿಕ್ಷಕಿ ವಂದಿಸಿದರು. ಕಾರ್ಯಕ್ರಮವನ್ನು ನಿರೂಪಿಸಲಾಯಿತು. <box>697 995 886 1225</box>
shani-tail: ಯುವಕ ಮಂಡಲದ ಅಧ್ಯಕ್ಷರ ಅಧ್ಯಕ್ಷತೆಯಲ್ಲಿ ವಾರ್ಷಿಕೋತ್ಸವ ಸಭೆ ನಡೆಯಲಿದೆ. ಅಂಗನವಾಡಿ ಮಕ್ಕಳು, ಬಾಲಸಭಾ ಸದಸ್ಯರಿಂದ ವಿವಿಧ ವಿನೋದಾವಳಿ ನಡೆಯಲಿದೆ. ಸ್ಫೂರ್ತಿ ಯುವಕ ಮಂಡಲದ ಕಾರ್ಯದರ್ಶಿ ಹಾಗೂ ಸದಸ್ಯರು ಉಪಸ್ಥಿತರಿರುವರು. <box>1102 1121 1292 1218</box>
dance-kicker: ಕಲಾ ನರ್ತನ ಡಾನ್ಸ್ ಕ್ರೀವ್ ಜನ್ಮಾಡಿ ಕಲಾನರ್ತನ ಸಂಭ್ರಮ <box>405 718 758 741</box>
main-headline: ದೇಶಾಭಿವೃದ್ಧಿಗಾಗಿ ಸಮಾಜ ಸಂಘಟಿತವಾಗಲಿ <box>475 253 1303 323</box>
bottom-box-title: ಸಾಂಸ್ಕೃತಿಕ ವೈಭವ <box>1277 2059 1362 2076</box>
shani-col-1 <box>904 813 1094 1314</box>
bottom-col-4: ನಾರಂಪಾಡಿ ಶ್ರೀ ಉಮಾಮಹೇಶ್ವರ ದೇವಸ್ಥಾನದಲ್ಲಿ ಬ್ರಹ್ಮಕಲಶಾಭಿಷೇಕದ ಅಂಗವಾಗಿ ಗುರುವಾರ ಬೆಳಿಗ್ಗೆ ಗಣಪತಿ ಹೋಮ, ತ್ರಿಕಾಲ ಪೂಜೆ, ಸಂಹಾರತತ್ವ ಹೋಮ, ಪ್ರಾಯಶ್ಚಿತ್ತ ಹೋಮಗಳು ನಡೆದವು. ಸಂಜೆ ಜೀವಕಲಶ ಪೂಜೆ, ಜೀವೋದ್ವಾಸನೆ, ಶಯ್ಯಾಪೂಜೆ, ಅಧಿವಾಸ ಹೋಮ ನಡೆಯಿತು. ಭಜನಾ ತಂಡಗಳಿಂದ ಭಜನೆ, ಸಾಂಸ್ಕೃತಿಕ ವೈವಿಧ್ಯ ನಡೆಯಿತು. ಇಂದು ಬೆಳಿಗ್ಗೆ ಶುಭ ಮುಹೂರ್ತದಲ್ಲಿ ಶ್ರೀ ದೇವತಾ ಸಾನ್ನಿಧ್ಯಗಳ ಪ್ರತಿಷ್ಠೆ, ಜೀವಕಲಶಾಭಿಷೇಕ, ಮಹಾಪೂಜೆ, ಪ್ರಸಾದ ವಿತರಣೆ ನಡೆಯಲಿದೆ. ಮಧ್ಯಾಹ್ನ ಅನ್ನದಾನ ನಡೆಯಲಿದೆ. ಸಂಜೆ ಧಾರ್ಮಿಕ ಸಭೆ, ಬಳಿಕ ವಿವಿಧ ಸಾಂಸ್ಕೃತಿಕ ಕಾರ್ಯಕ್ರಮಗಳು ನಡೆಯಲಿವೆ. ಬ್ರಹ್ಮಶ್ರೀ ತಂತ್ರಿವರ್ಯರ ನೇತೃತ್ವದಲ್ಲಿ ವೈದಿಕ ಕಾರ್ಯಕ್ರಮಗಳು ಜರಗಲಿವೆ. ಊರ ಪರವೂರ ಭಕ್ತಾದಿಗಳು ಪಾಲ್ಗೊಂಡು ಶ್ರೀ ದೇವರ ಕೃಪೆಗೆ ಪಾತ್ರರಾಗುವಂತೆ ಸಮಿತಿ ವಿನಂತಿಸಿದೆ. <box>1033 2051 1258 2264</box>
shani-col-3: ಯುವಕ ಮಂಡಲದ ಅಧ್ಯಕ್ಷರ ಅಧ್ಯಕ್ಷತೆಯಲ್ಲಿ ವಾರ್ಷಿಕೋತ್ಸವ ಸಭೆ ನಡೆಯಲಿದೆ. ಅಂಗನವಾಡಿ ಮಕ್ಕಳು, ಬಾಲಸಭಾ ಸದಸ್ಯರಿಂದ ವಿವಿಧ ವಿನೋದಾವಳಿ ನಡೆಯಲಿದೆ. ಸ್ಫೂರ್ತಿ ಯುವಕ ಮಂಡಲದ ಕಾರ್ಯದರ್ಶಿ ಹಾಗೂ ಸದಸ್ಯರು ಉಪಸ್ಥಿತರಿರುವರು. <box>1304 815 1502 894</box>
dance-dateline: ಕುಂದಾಪುರ: <box>276 815 320 827</box>
sidebar-story-2-title: ಫೆ.9: ಜಪಿನಮೊಗರಿನಲ್ಲಿ ವೈದ್ಯಕೀಯ, ನೇತ್ರ, ದಂತ ತಪಾಸಣಾ ಶಿಬಿರ <box>52 580 242 620</box>
sidebar-story-3-dateline: ಉಳ್ಳಾಲ: <box>52 1299 82 1311</box>
bottom-body-cont: ನಾರಂಪಾಡಿ ಶ್ರೀ ಉಮಾಮಹೇಶ್ವರ ದೇವಸ್ಥಾನದಲ್ಲಿ ಬ್ರಹ್ಮಕಲಶಾಭಿಷೇಕದ ಅಂಗವಾಗಿ ಗುರುವಾರ ಬೆಳಿಗ್ಗೆ ಗಣಪತಿ ಹೋಮ, ತ್ರಿಕಾಲ ಪೂಜೆ, ಸಂಹಾರತತ್ವ ಹೋಮ, ಪ್ರಾಯಶ್ಚಿತ್ತ ಹೋಮಗಳು ನಡೆದವು. ಸಂಜೆ ಜೀವಕಲಶ ಪೂಜೆ, ಜೀವೋದ್ವಾಸನೆ, ಶಯ್ಯಾಪೂಜೆ, ಅಧಿವಾಸ ಹೋಮ ನಡೆಯಿತು. ಭಜನಾ ತಂಡಗಳಿಂದ ಭಜನೆ, ಸಾಂಸ್ಕೃತಿಕ ವೈವಿಧ್ಯ ನಡೆಯಿತು. ಇಂದು ಬೆಳಿಗ್ಗೆ ಶುಭ ಮುಹೂರ್ತದಲ್ಲಿ ಶ್ರೀ ದೇವತಾ ಸಾನ್ನಿಧ್ಯಗಳ ಪ್ರತಿಷ್ಠೆ, ಜೀವಕಲಶಾಭಿಷೇಕ, ಮಹಾಪೂಜೆ, ಪ್ರಸಾದ ವಿತರಣೆ ನಡೆಯಲಿದೆ. ಮಧ್ಯಾಹ್ನ ಅನ್ನದಾನ ನಡೆಯಲಿದೆ. ಸಂಜೆ ಧಾರ್ಮಿಕ ಸಭೆ, ಬಳಿಕ ವಿವಿಧ ಸಾಂಸ್ಕೃತಿಕ ಕಾರ್ಯಕ್ರಮಗಳು ನಡೆಯಲಿವೆ. ಬ್ರಹ್ಮಶ್ರೀ ತಂತ್ರಿವರ್ಯರ ನೇತೃತ್ವದಲ್ಲಿ ವೈದಿಕ ಕಾರ್ಯಕ್ರಮಗಳು ಜರಗಲಿವೆ. ಊರ ಪರವೂರ ಭಕ್ತಾದಿಗಳು ಪಾಲ್ಗೊಂಡು ಶ್ರೀ ದೇವರ ಕೃಪೆಗೆ ಪಾತ್ರರಾಗುವಂತೆ ಸಮಿತಿ ವಿನಂತಿಸಿದೆ. <box>530 2196 1022 2309</box>
main-sidebox-title: ಬ್ರಹ್ಮರಥ ಸಮರ್ಪಣೆ <box>1268 358 1357 374</box>
info-bar: ಶುಕ್ರವಾರ 07, ಫೆಬ್ರವರಿ 2025 website hosadigantha.com | E-paper epaper.hosadigantha.com | Email diganthamlr@gmail.com | Twitter HosadiganthaWeb ಪುಟ ಸಂಖ್ಯೆ <box>52 167 1502 192</box>
